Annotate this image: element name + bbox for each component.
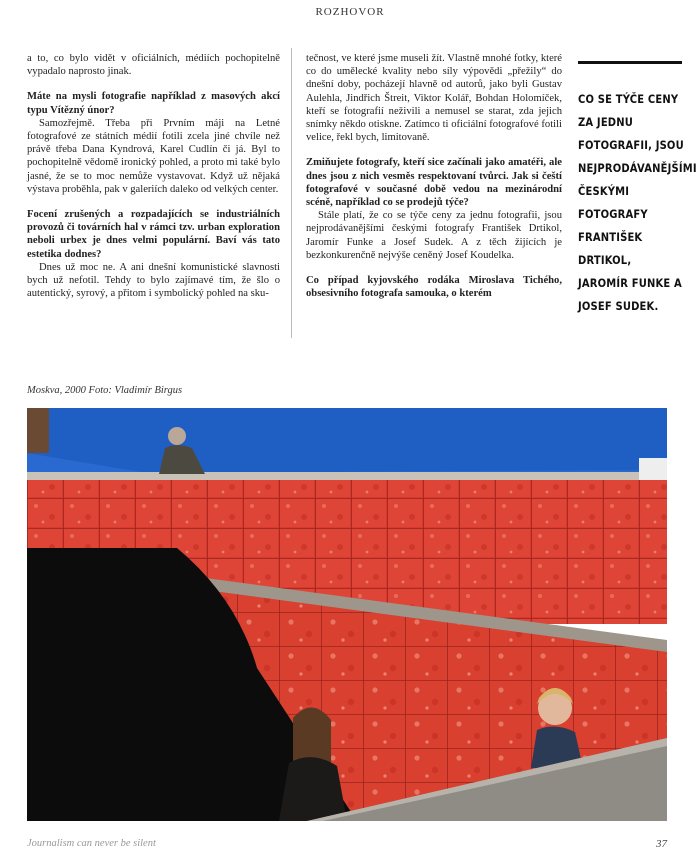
paragraph: tečnost, ve které jsme museli žít. Vlastně mnohé fotky, které co do umělecké kvality nebo síly výpovědi „přežily“ do dnešní doby, pocházejí hlavně od autorů, jako byli Gustav Aulehla, Jindřich Štreit, Viktor Kolář, Bohdan Holomíček, kteří se fotografií neživili a nemusel se starat, zda jejich snímky někdo otiskne. Zatímco ti oficiální fotografové fotili velice, řekl bych, limitovaně.: [306, 53, 562, 144]
column-divider: [291, 48, 292, 338]
interview-question: Máte na mysli fotografie například z masových akcí typu Vítězný únor?: [27, 91, 280, 116]
article-column-left: [27, 52, 280, 300]
interview-question: Co případ kyjovského rodáka Miroslava Tichého, obsesivního fotografa samouka, o kterém: [306, 275, 562, 300]
pull-quote: CO SE TÝČE CENY ZA JEDNU FOTOGRAFII, JSOU NEJPRODÁVANĚJŠÍMI ČESKÝMI FOTOGRAFY FRANTIŠEK DRTIKOL, JAROMÍR FUNKE A JOSEF SUDEK.: [578, 92, 697, 313]
paragraph: Samozřejmě. Třeba při Prvním máji na Letné fotografové ze státních médií fotili zcela jiné chvíle než právě třeba Dana Kyndrová, Karel Cudlín či já. Byl to pochopitelně vědomě ironický pohled, a proto mi také bylo jasné, že se to moc nemůže vystavovat. Když už nějaká výstava proběhla, pak v galeriích daleko od velkých center.: [27, 117, 280, 195]
article-column-right: [306, 52, 562, 300]
paragraph: Stále platí, že co se týče ceny za jednu fotografii, jsou nejprodávanějšími českými fotografy František Drtikol, Jaromír Funke a Josef Sudek. A z těch žijících je bezkonkurenčně nejvýše ceněný Josef Koudelka.: [306, 210, 562, 261]
page-number: 37: [656, 838, 667, 850]
interview-question: Focení zrušených a rozpadajících se industriálních provozů či továrních hal v rámci tzv. urban exploration neboli urbex je dnes velmi populární. Baví vás tato estetika dodnes?: [27, 209, 280, 260]
photo-caption: Moskva, 2000 Foto: Vladimír Birgus: [27, 385, 183, 396]
section-label: ROZHOVOR: [315, 6, 385, 18]
pull-quote-rule: [578, 61, 682, 64]
photo: [27, 408, 667, 821]
interview-question: Zmiňujete fotografy, kteří sice začínali jako amatéři, ale dnes jsou z nich vesměs respektovaní tvůrci. Jak si čeští fotografové v současné době vedou na mezinárodní scéně, například co se prodejů týče?: [306, 157, 562, 209]
paragraph: a to, co bylo vidět v oficiálních, médiích pochopitelně vypadalo naprosto jinak.: [27, 53, 280, 78]
paragraph: Dnes už moc ne. A ani dnešní komunistické slavnosti bych už nefotil. Tehdy to bylo zajímavé tím, že šlo o autentický, syrový, a přitom i symbolický pohled na sku-: [27, 261, 280, 300]
footer-tagline: Journalism can never be silent: [27, 838, 156, 849]
photo-illustration: [27, 408, 667, 821]
